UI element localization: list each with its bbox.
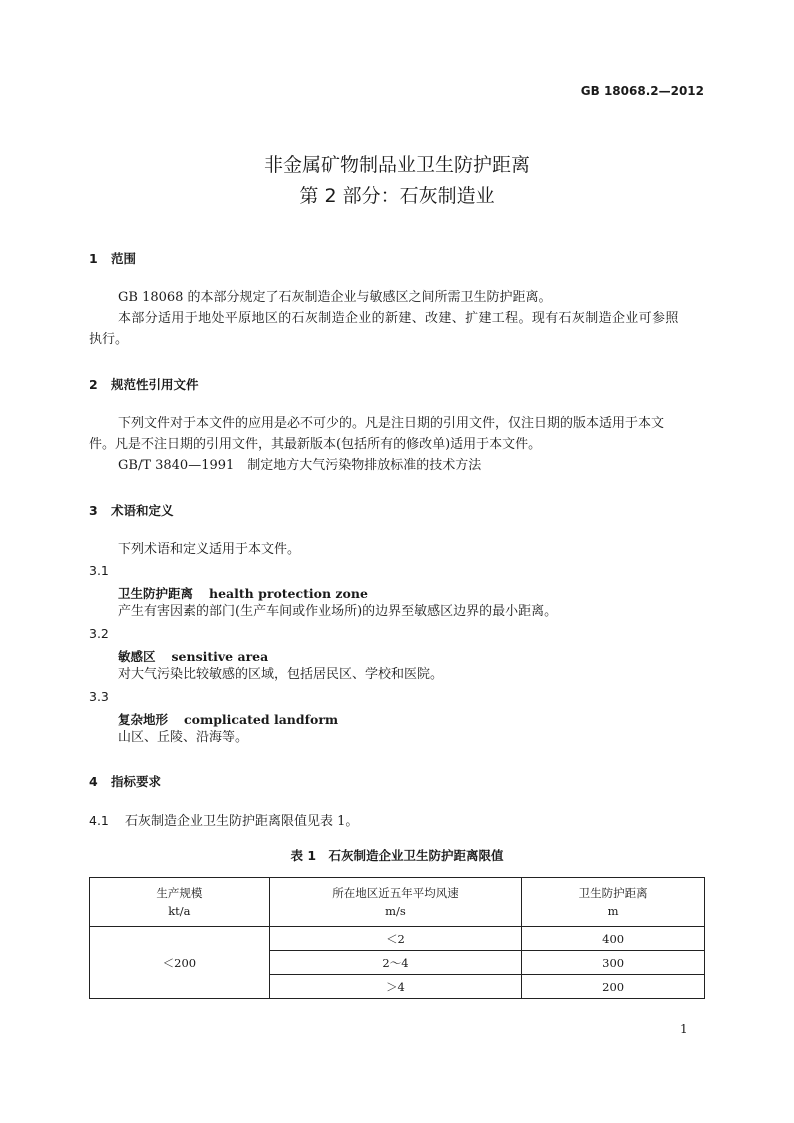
header-unit: kt/a: [168, 904, 191, 918]
term-chinese: 敏感区: [118, 649, 156, 664]
subclause-number: 4.1: [89, 813, 109, 828]
section-2-heading: [89, 375, 199, 393]
scale-cell: ＜200: [90, 927, 270, 999]
term-english: sensitive area: [171, 649, 269, 664]
wind-cell: ＞4: [269, 975, 522, 999]
section-title: 规范性引用文件: [111, 377, 199, 392]
section-number: 3: [89, 503, 98, 518]
section-1-paragraph-2-cont: 执行。: [89, 332, 129, 347]
subclause-4-1: [89, 811, 358, 832]
section-4-heading: [89, 772, 161, 790]
section-1-paragraph-2: 本部分适用于地处平原地区的石灰制造企业的新建、改建、扩建工程。现有石灰制造企业可参照: [118, 311, 679, 326]
table-header-row: [90, 878, 705, 927]
table-caption: 表 1 石灰制造企业卫生防护距离限值: [290, 848, 504, 863]
section-1-heading: [89, 249, 136, 267]
term-heading: [118, 710, 338, 728]
header-cell-wind: [269, 878, 522, 927]
term-definition: 山区、丘陵、沿海等。: [118, 730, 249, 745]
section-title: 范围: [111, 251, 137, 266]
term-heading: [118, 584, 368, 602]
term-number: 3.1: [89, 563, 109, 578]
header-cell-scale: [90, 878, 270, 927]
page-number: 1: [680, 1022, 688, 1036]
term-heading: [118, 647, 268, 665]
term-definition: 对大气污染比较敏感的区域，包括居民区、学校和医院。: [118, 667, 444, 682]
section-1-paragraph-1: GB 18068 的本部分规定了石灰制造企业与敏感区之间所需卫生防护距离。: [118, 290, 552, 305]
document-code: GB 18068.2—2012: [580, 84, 704, 98]
section-title: 术语和定义: [111, 503, 174, 518]
wind-cell: 2～4: [269, 951, 522, 975]
normative-reference: GB/T 3840—1991 制定地方大气污染物排放标准的技术方法: [118, 458, 482, 473]
section-title: 指标要求: [111, 774, 162, 789]
term-number: 3.3: [89, 689, 109, 704]
term-english: health protection zone: [209, 586, 368, 601]
header-cell-distance: [522, 878, 705, 927]
term-chinese: 复杂地形: [118, 712, 169, 727]
header-name: 生产规模: [156, 886, 203, 900]
section-2-paragraph-1: 下列文件对于本文件的应用是必不可少的。凡是注日期的引用文件，仅注日期的版本适用于本文: [118, 416, 665, 431]
term-definition: 产生有害因素的部门(生产车间或作业场所)的边界至敏感区边界的最小距离。: [118, 604, 558, 619]
distance-cell: 400: [522, 927, 705, 951]
document-title-line1: 非金属矿物制品业卫生防护距离: [263, 154, 530, 176]
term-chinese: 卫生防护距离: [118, 586, 194, 601]
header-name: 所在地区近五年平均风速: [332, 886, 459, 900]
subclause-text: 石灰制造企业卫生防护距离限值见表 1。: [125, 814, 359, 829]
section-number: 4: [89, 774, 98, 789]
section-3-intro: 下列术语和定义适用于本文件。: [118, 542, 301, 557]
distance-cell: 300: [522, 951, 705, 975]
section-number: 1: [89, 251, 98, 266]
header-unit: m/s: [385, 904, 406, 918]
term-english: complicated landform: [184, 712, 339, 727]
header-unit: m: [607, 904, 619, 918]
header-name: 卫生防护距离: [578, 886, 648, 900]
document-title-line2: 第 2 部分：石灰制造业: [299, 185, 495, 207]
section-number: 2: [89, 377, 98, 392]
distance-limit-table: [89, 877, 705, 999]
distance-cell: 200: [522, 975, 705, 999]
section-3-heading: [89, 501, 174, 519]
table-row: [90, 927, 705, 951]
wind-cell: ＜2: [269, 927, 522, 951]
term-number: 3.2: [89, 626, 109, 641]
section-2-paragraph-1-cont: 件。凡是不注日期的引用文件，其最新版本(包括所有的修改单)适用于本文件。: [89, 437, 542, 452]
